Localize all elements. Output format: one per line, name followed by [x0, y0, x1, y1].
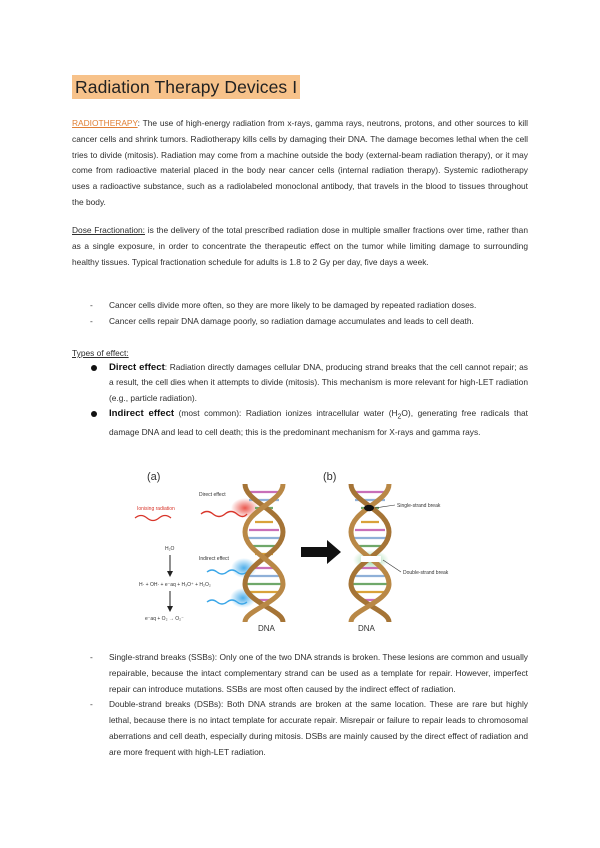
- ionising-wave-icon: [135, 516, 171, 521]
- dash-marker: -: [90, 315, 93, 326]
- strand-breaks-list: [90, 650, 528, 761]
- fractionation-list: [90, 298, 528, 330]
- fractionation-paragraph: [72, 223, 528, 270]
- double-strand-break-gap: [361, 556, 381, 562]
- fractionation-term: Dose Fractionation:: [72, 225, 145, 235]
- transition-arrow-icon: [301, 540, 341, 564]
- superoxide-label: e⁻aq + O₂ → O₂⁻: [145, 616, 184, 622]
- types-heading: Types of effect:: [72, 348, 129, 358]
- single-strand-break-marker: [364, 505, 374, 511]
- ionising-radiation-label: Ionising radiation: [137, 506, 175, 512]
- direct-effect-label: Direct effect: [199, 492, 226, 498]
- radiotherapy-text: : The use of high-energy radiation from x-rays, gamma rays, neutrons, protons, and other sources to kill cancer cells and shrink tumors. Radiotherapy kills cells by damaging their DNA. The damage becomes lethal when the cell tries to divide (mitosis). Radiation may come from a machine outside the body (external-beam radiation therapy), or it may come from radioactive material placed in the body near cancer cells (internal radiation therapy). Systemic radiotherapy uses a radioactive substance, such as a radiolabeled monoclonal antibody, that travels in the blood to tissues throughout the body.: [72, 118, 528, 207]
- single-strand-break-label: Single-strand break: [397, 503, 441, 509]
- dash-marker: -: [90, 652, 93, 662]
- fractionation-text: is the delivery of the total prescribed radiation dose in multiple smaller fractions over time, rather than as a single exposure, in order to concentrate the therapeutic effect on the tumor while limiting damage to surrounding healthy tissues. Typical fractionation schedule for adults is 1.8 to 2 Gy per day, five days a week.: [72, 225, 528, 267]
- list-item: [90, 650, 528, 697]
- list-item: [90, 298, 528, 314]
- direct-effect-text: : Radiation directly damages cellular DNA, producing strand breaks that the cell cannot repair; as a result, the cell dies when it attempts to divide (mitosis). This mechanism is more relevant for high-LET radiation (e.g., particle radiation).: [109, 362, 528, 403]
- list-item-text: Cancer cells repair DNA damage poorly, so radiation damage accumulates and leads to cell death.: [109, 315, 474, 326]
- dash-marker: -: [90, 300, 93, 310]
- radiotherapy-paragraph: [72, 116, 528, 211]
- reaction-label: H· + OH· + e⁻aq + H₃O⁺ + H₂O₂: [139, 582, 211, 588]
- list-item-text: Single-strand breaks (SSBs): Only one of the two DNA strands is broken. These lesions are common and usually repairable, because the intact complementary strand can be used as a template for repair. However, imperfect repair can introduce mutations. SSBs are most often caused by the indirect effect of radiation.: [109, 652, 528, 694]
- list-item: [90, 697, 528, 760]
- water-subscript: 2: [397, 413, 402, 421]
- dna-helix-b: [351, 484, 449, 632]
- list-item-text: Cancer cells divide more often, so they are more likely to be damaged by repeated radiation doses.: [109, 300, 477, 310]
- indirect-effect-text-b: O), generating free radicals that damage DNA and lead to cell death; this is the predominant mechanism for X-rays and gamma rays.: [109, 408, 528, 438]
- panel-a-label: (a): [147, 471, 161, 483]
- effect-types-list: [90, 360, 528, 441]
- direct-effect-item: [90, 360, 528, 406]
- panel-b-label: (b): [323, 471, 337, 483]
- page-title: Radiation Therapy Devices I: [72, 75, 300, 99]
- water-label: H₂O: [165, 546, 175, 552]
- list-item-text: Double-strand breaks (DSBs): Both DNA strands are broken at the same location. These are rare but highly lethal, because there is no intact template for accurate repair. Misrepair or failure to repair leads to chromosomal aberrations and cell death, especially during mitosis. DSBs are mainly caused by the direct effect of radiation and are more frequent with high-LET radiation.: [109, 699, 528, 757]
- list-item: [90, 314, 528, 330]
- dna-b-label: DNA: [358, 624, 375, 632]
- direct-effect-term: Direct effect: [109, 362, 165, 373]
- indirect-effect-label: Indirect effect: [199, 556, 229, 562]
- dna-damage-figure: [133, 462, 478, 632]
- dna-helix-a: [230, 484, 283, 632]
- bullet-icon: [91, 411, 97, 417]
- dna-a-label: DNA: [258, 624, 275, 632]
- radiotherapy-term: RADIOTHERAPY: [72, 118, 138, 128]
- double-strand-break-label: Double-strand break: [403, 570, 449, 576]
- dash-marker: -: [90, 699, 93, 710]
- indirect-effect-text-a: (most common): Radiation ionizes intracellular water (H: [174, 408, 398, 419]
- bullet-icon: [91, 365, 97, 371]
- indirect-effect-term: Indirect effect: [109, 408, 175, 420]
- indirect-effect-item: [90, 406, 528, 440]
